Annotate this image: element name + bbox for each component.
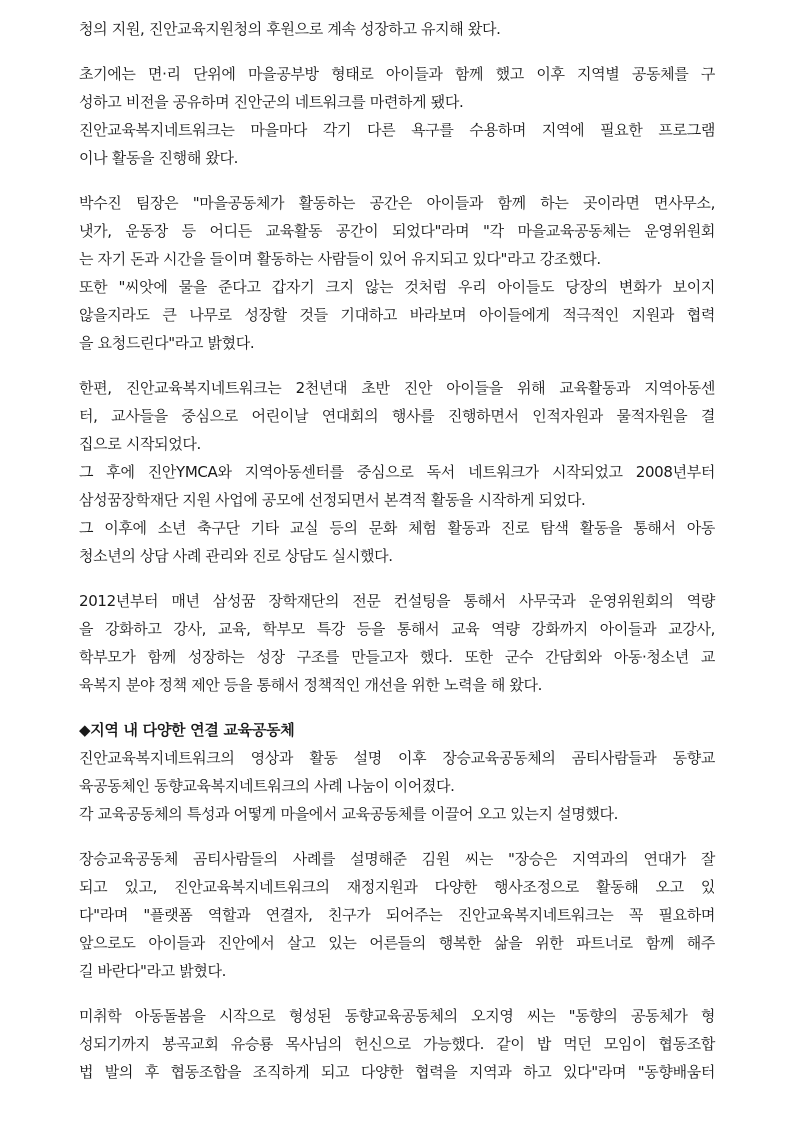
text-line: 2012년부터 매년 삼성꿈 장학재단의 전문 컨설팅을 통해서 사무국과 운영위원회의 역량	[79, 592, 715, 610]
text-line: 학부모가 함께 성장하는 성장 구조를 만들고자 했다. 또한 군수 간담회와 아동·청소년 교	[79, 648, 715, 666]
paragraph	[79, 1002, 715, 1086]
paragraph	[79, 15, 715, 43]
text-line: 법 발의 후 협동조합을 조직하게 되고 다양한 협력을 지역과 하고 있다"라며 "동향배움터	[79, 1063, 715, 1081]
text-line: 삼성꿈장학재단 지원 사업에 공모에 선정되면서 본격적 활동을 시작하게 되었다.	[79, 491, 586, 509]
text-line: 을 요청드린다"라고 밝혔다.	[79, 334, 255, 352]
text-line: 또한 "씨앗에 물을 준다고 갑자기 크지 않는 것처럼 우리 아이들도 당장의 변화가 보이지	[79, 278, 715, 296]
text-line: 그 후에 진안YMCA와 지역아동센터를 중심으로 독서 네트워크가 시작되었고 2008년부터	[79, 463, 715, 481]
text-line: 박수진 팀장은 "마을공동체가 활동하는 공간은 아이들과 함께 하는 곳이라면 면사무소,	[79, 194, 715, 212]
paragraph	[79, 587, 715, 699]
text-line: 그 이후에 소년 축구단 기타 교실 등의 문화 체험 활동과 진로 탐색 활동을 통해서 아동	[79, 519, 715, 537]
text-line: 한편, 진안교육복지네트워크는 2천년대 초반 진안 아이들을 위해 교육활동과 지역아동센	[79, 379, 716, 397]
text-line: 청의 지원, 진안교육지원청의 후원으로 계속 성장하고 유지해 왔다.	[79, 20, 501, 38]
section	[79, 716, 715, 828]
text-line: 성하고 비전을 공유하며 진안군의 네트워크를 마련하게 됐다.	[79, 93, 464, 111]
text-line: 을 강화하고 강사, 교육, 학부모 특강 등을 통해서 교육 역량 강화까지 아이들과 교강사,	[79, 620, 715, 638]
text-line: 진안교육복지네트워크의 영상과 활동 설명 이후 장승교육공동체의 곰티사람들과 동향교	[79, 749, 715, 767]
text-line: 집으로 시작되었다.	[79, 435, 201, 453]
text-line: 각 교육공동체의 특성과 어떻게 마을에서 교육공동체를 이끌어 오고 있는지 설명했다.	[79, 805, 619, 823]
text-line: 되고 있고, 진안교육복지네트워크의 재정지원과 다양한 행사조정으로 활동해 오고 있	[79, 878, 715, 896]
article-body	[79, 15, 715, 1103]
text-line: 냇가, 운동장 등 어디든 교육활동 공간이 되었다"라며 "각 마을교육공동체는 운영위원회	[79, 222, 715, 240]
paragraph	[79, 845, 715, 985]
paragraph	[79, 60, 715, 172]
text-line: 초기에는 면·리 단위에 마을공부방 형태로 아이들과 함께 했고 이후 지역별 공동체를 구	[79, 65, 715, 83]
text-line: 육공동체인 동향교육복지네트워크의 사례 나눔이 이어졌다.	[79, 777, 455, 795]
text-line: 성되기까지 봉곡교회 유승룡 목사님의 헌신으로 가능했다. 같이 밥 먹던 모임이 협동조합	[79, 1035, 715, 1053]
text-line: 다"라며 "플랫폼 역할과 연결자, 친구가 되어주는 진안교육복지네트워크는 꼭 필요하며	[79, 906, 715, 924]
paragraph	[79, 374, 715, 570]
text-line: 는 자기 돈과 시간을 들이며 활동하는 사람들이 있어 유지되고 있다"라고 강조했다.	[79, 250, 601, 268]
text-line: 터, 교사들을 중심으로 어린이날 연대회의 행사를 진행하면서 인적자원과 물적자원을 결	[79, 407, 715, 425]
text-line: 장승교육공동체 곰티사람들의 사례를 설명해준 김원 씨는 "장승은 지역과의 연대가 잘	[79, 850, 715, 868]
text-line: 청소년의 상담 사례 관리와 진로 상담도 실시했다.	[79, 547, 393, 565]
text-line: 길 바란다"라고 밝혔다.	[79, 962, 227, 980]
section-heading: ◆지역 내 다양한 연결 교육공동체	[79, 721, 295, 739]
text-line: 진안교육복지네트워크는 마을마다 각기 다른 욕구를 수용하며 지역에 필요한 프로그램	[79, 121, 715, 139]
text-line: 앞으로도 아이들과 진안에서 살고 있는 어른들의 행복한 삶을 위한 파트너로 함께 해주	[79, 934, 715, 952]
text-line: 이나 활동을 진행해 왔다.	[79, 149, 239, 167]
text-line: 않을지라도 큰 나무로 성장할 것들 기대하고 바라보며 아이들에게 적극적인 지원과 협력	[79, 306, 715, 324]
paragraph	[79, 189, 715, 357]
text-line: 미취학 아동돌봄을 시작으로 형성된 동향교육공동체의 오지영 씨는 "동향의 공동체가 형	[79, 1007, 715, 1025]
text-line: 육복지 분야 정책 제안 등을 통해서 정책적인 개선을 위한 노력을 해 왔다.	[79, 676, 543, 694]
